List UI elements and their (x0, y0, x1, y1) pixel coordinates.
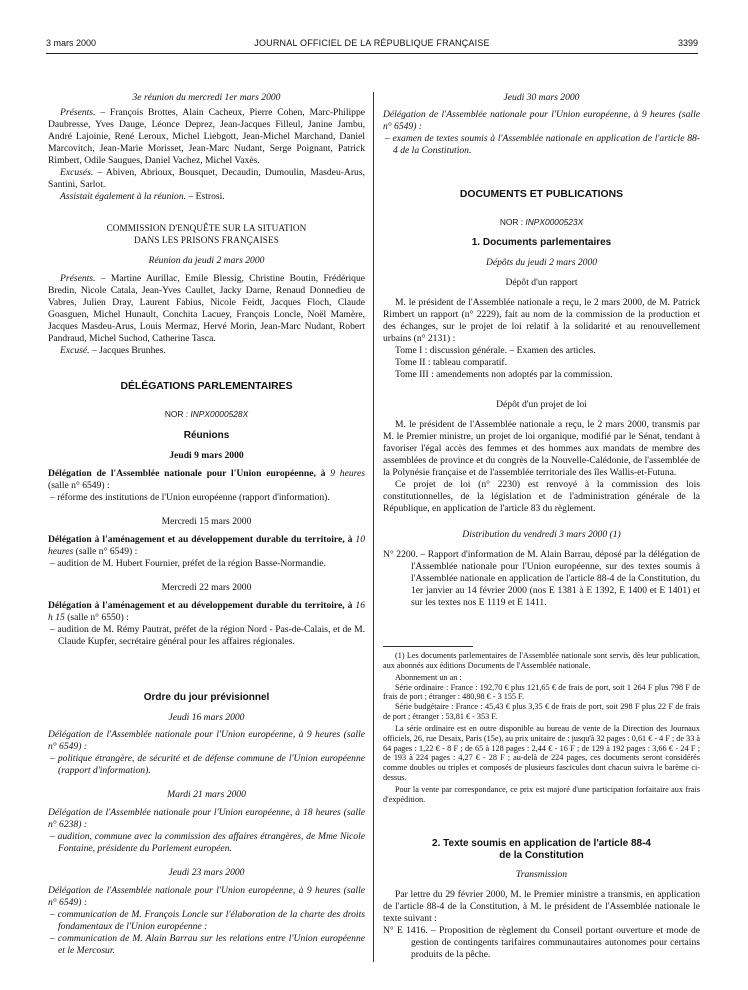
footnote-text: La série ordinaire est en outre disponible au bureau de vente de la Direction des Journaux officiels, 26, rue Desaix, Paris (15e), au prix unitaire de : jusqu'à 32 pages : 0,61 € - 4 F ; de 33 à 64 pages : 1,22 € - 8 F ; de 65 à 128 pages : 2,44 € - 16 F ; de 129 à 192 pages : 3,66 € - 24 F ; de 193 à 224 pages : 4,27 € - 28 F ; au-delà de 224 pages, ces documents seront considérés comme doubles ou triples et composés de plusieurs fascicules dont chacun suivra le barème ci-dessus. (383, 723, 700, 783)
subsection-title: Ordre du jour prévisionnel (143, 692, 270, 703)
header-page-number: 3399 (677, 38, 698, 48)
header-date: 3 mars 2000 (46, 38, 97, 48)
column-divider (373, 92, 374, 962)
nor-reference: NOR : INPX0000528X (164, 409, 249, 419)
excuse-paragraph: Excusé. – Jacques Brunhes. (60, 344, 166, 356)
meeting-date: Jeudi 16 mars 2000 (168, 711, 245, 723)
depot-projet-title: Dépôt d'un projet de loi (496, 398, 587, 410)
presents-paragraph: Présents. – François Brottes, Alain Cacheux, Pierre Cohen, Marc-Philippe Daubresse, Yves Dauge, Léonce Deprez, Jean-Jacques Filleul, Janine Jambu, André Lajoinie, René Leroux, Michel Liebgott, Jean-Michel Marchand, Daniel Marcovitch, Jean-Marie Morisset, Jean-Marc Nudant, Serge Poignant, Patrick Rimbert, Odile Saugues, Daniel Vachez, Michel Vaxès. (48, 106, 365, 166)
article-88-4-section (383, 838, 700, 961)
subsection-title: Réunions (183, 429, 230, 441)
meeting-heading: Délégation à l'aménagement et au développement durable du territoire, à 10 heures (salle n° 6549) : (48, 533, 365, 557)
meeting-heading: Délégation de l'Assemblée nationale pour l'Union européenne, à 9 heures (salle n° 6549) : (48, 467, 365, 491)
page-header (46, 38, 698, 52)
meeting-date: Jeudi 30 mars 2000 (503, 92, 580, 103)
commission-prisons (48, 223, 365, 357)
distribution-item: N° 2200. – Rapport d'information de M. Alain Barrau, déposé par la délégation de l'Assemblée nationale pour l'Union européenne, sur des textes soumis à l'Assemblée nationale en application de l'article 88-4 de la Constitution, du 1er janvier au 14 février 2000 (nos E 1381 à E 1392, E 1400 et E 1401) et sur les textes nos E 1119 et E 1411. (383, 548, 700, 608)
transmission-title: Transmission (515, 869, 568, 880)
meeting-date: Mercredi 15 mars 2000 (161, 515, 252, 527)
agenda-item: – audition, commune avec la commission des affaires étrangères, de Mme Nicole Fontaine, présidente du Parlement européen. (50, 831, 365, 855)
footnote-text: Série ordinaire : France : 192,70 € plus 121,65 € de frais de port, soit 1 264 F plus 798 F de frais de port ; étranger : 480,98 € - 3 155 F. (383, 682, 700, 702)
subsection-title-line2: de la Constitution (499, 849, 584, 861)
meeting-heading: Délégation de l'Assemblée nationale pour l'Union européenne, à 18 heures (salle n° 6238) : (48, 807, 365, 831)
agenda-item: – examen de textes soumis à l'Assemblée nationale en application de l'article 88-4 de la Constitution. (385, 132, 700, 156)
agenda-item: – audition de M. Rémy Pautrat, préfet de la région Nord - Pas-de-Calais, et de M. Claude Kupfer, secrétaire général pour les affaires régionales. (50, 623, 365, 647)
reunion-title: Réunion du jeudi 2 mars 2000 (148, 255, 265, 266)
ordre-du-jour-section (48, 692, 365, 957)
meeting-date: Jeudi 23 mars 2000 (168, 867, 245, 879)
depot-rapport-text: M. le président de l'Assemblée nationale a reçu, le 2 mars 2000, de M. Patrick Rimbert un rapport (n° 2229), fait au nom de la commission de la production et des échanges, sur le projet de loi relatif à la solidarité et au renouvellement urbains (n° 2131) : (383, 296, 700, 344)
depot-rapport-title: Dépôt d'un rapport (505, 276, 578, 288)
footnote-text: Abonnement un an : (395, 672, 462, 682)
delegations-section (48, 380, 365, 648)
excuses-paragraph: Excusés. – Abiven, Abrioux, Bousquet, Decaudin, Dumoulin, Masdeu-Arus, Santini, Sarlot. (48, 166, 365, 190)
agenda-item: – réforme des institutions de l'Union européenne (rapport d'information). (50, 491, 330, 503)
commission-title-line2: DANS LES PRISONS FRANÇAISES (134, 234, 279, 245)
depots-title: Dépôts du jeudi 2 mars 2000 (485, 257, 598, 268)
footnote (383, 646, 700, 805)
reunion-title: 3e réunion du mercredi 1er mars 2000 (132, 92, 281, 103)
depot-projet-text: M. le président de l'Assemblée nationale a reçu, le 2 mars 2000, transmis par M. le Premier ministre, un projet de loi organique, modifié par le Sénat, tendant à favoriser l'égal accès des femmes et des hommes aux mandats de membre des assemblées de province et du congrès de la Nouvelle-Calédonie, de l'assemblée de la Polynésie française et de l'assemblée territoriale des îles Wallis-et-Futuna. (383, 418, 700, 478)
footnote-text: (1) Les documents parlementaires de l'Assemblée nationale sont servis, dès leur publication, aux abonnés aux éditions Documents de l'Assemblée nationale. (383, 651, 700, 670)
header-rule (46, 53, 698, 54)
agenda-item: – communication de M. Alain Barrau sur les relations entre l'Union européenne et le Mercosur. (50, 933, 365, 957)
tome-line: Tome III : amendements non adoptés par la commission. (395, 368, 613, 380)
section-title: DÉLÉGATIONS PARLEMENTAIRES (120, 381, 293, 392)
commission-title-line1: COMMISSION D'ENQUÊTE SUR LA SITUATION (106, 223, 307, 233)
meeting-date: Mercredi 22 mars 2000 (161, 581, 252, 593)
reunion-1er-mars (48, 92, 365, 203)
meeting-heading: Délégation à l'aménagement et au développement durable du territoire, à 16 h 15 (salle n° 6550) : (48, 599, 365, 623)
presents-paragraph: Présents. – Martine Aurillac, Emile Blessig, Christine Boutin, Frédérique Bredin, Nicole Catala, Jean-Yves Caullet, Jacky Darne, Renaud Donnedieu de Vabres, Julien Dray, Laurent Fabius, Nicole Feidt, Jacques Floch, Claude Goasguen, Michel Hunault, Conchita Lacuey, François Loncle, Noël Mamère, Jacques Masdeu-Arus, Louis Mermaz, Hervé Morin, Jean-Marc Nudant, Robert Pandraud, Michel Suchod, Catherine Tasca. (48, 272, 365, 344)
agenda-item: – communication de M. François Loncle sur l'élaboration de la charte des droits fondamentaux de l'Union européenne : (50, 909, 365, 933)
footnote-text: Série budgétaire : France : 45,43 € plus 3,35 € de frais de port, soit 298 F plus 22 F de frais de port ; étranger : 53,81 € - 353 F. (383, 702, 700, 722)
subsection-title: 1. Documents parlementaires (471, 236, 612, 248)
ordre-du-jour-continued (383, 92, 700, 157)
header-journal-title: JOURNAL OFFICIEL DE LA RÉPUBLIQUE FRANÇAISE (254, 38, 490, 48)
depot-projet-text: Ce projet de loi (n° 2230) est renvoyé à la commission des lois constitutionnelles, de la législation et de l'administration générale de la République, en application de l'article 83 du règlement. (383, 478, 700, 514)
meeting-heading: Délégation de l'Assemblée nationale pour l'Union européenne, à 9 heures (salle n° 6549) : (48, 729, 365, 753)
documents-section (383, 188, 700, 609)
section-title: DOCUMENTS ET PUBLICATIONS (459, 189, 624, 200)
assiste-paragraph: Assistait également à la réunion. – Estrosi. (60, 190, 225, 202)
meeting-heading: Délégation de l'Assemblée nationale pour l'Union européenne, à 9 heures (salle n° 6549) : (48, 885, 365, 909)
meeting-heading: Délégation de l'Assemblée nationale pour l'Union européenne, à 9 heures (salle n° 6549) : (383, 108, 700, 132)
distribution-title: Distribution du vendredi 3 mars 2000 (1) (462, 528, 621, 540)
transmission-item: N° E 1416. – Proposition de règlement du Conseil portant ouverture et mode de gestion de contingents tarifaires communautaires autonomes pour certains produits de la pêche. (383, 924, 700, 960)
meeting-date: Mardi 21 mars 2000 (167, 789, 246, 801)
footnote-text: Pour la vente par correspondance, ce prix est majoré d'une participation forfaitaire aux frais d'expédition. (383, 784, 700, 804)
agenda-item: – audition de M. Hubert Fournier, préfet de la région Basse-Normandie. (50, 557, 326, 569)
nor-reference: NOR : INPX0000523X (499, 217, 584, 227)
tome-line: Tome I : discussion générale. – Examen des articles. (395, 344, 596, 356)
footnote-rule (383, 646, 473, 647)
meeting-date: Jeudi 9 mars 2000 (169, 450, 244, 461)
agenda-item: – politique étrangère, de sécurité et de défense commune de l'Union européenne (rapport d'information). (50, 753, 365, 777)
subsection-title-line1: 2. Texte soumis en application de l'article 88-4 (432, 838, 651, 849)
tome-line: Tome II : tableau comparatif. (395, 356, 508, 368)
transmission-text: Par lettre du 29 février 2000, M. le Premier ministre a transmis, en application de l'article 88-4 de la Constitution, à M. le président de l'Assemblée nationale le texte suivant : (383, 888, 700, 924)
